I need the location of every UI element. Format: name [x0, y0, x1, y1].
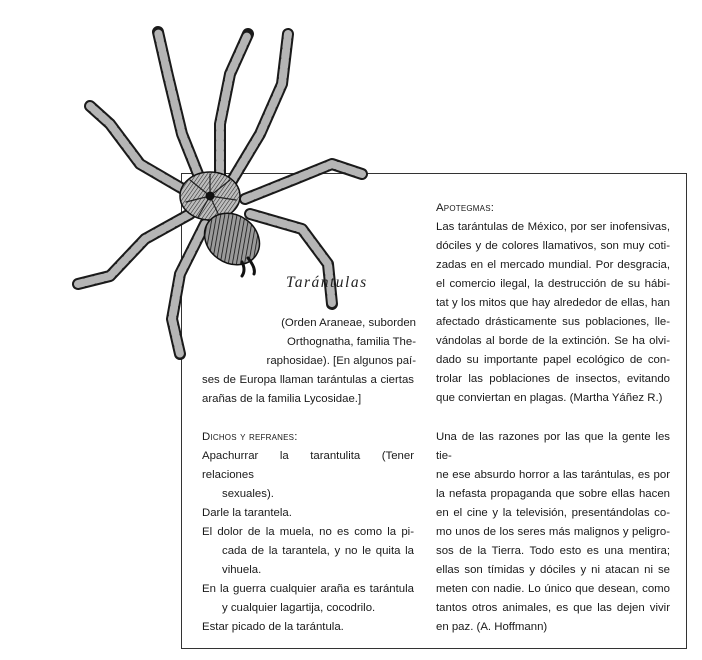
razones-line: en el cine y la televisión, presentándolas co- — [436, 507, 670, 519]
apotegmas-line: dado su importante papel ecológico de con- — [436, 354, 670, 366]
dicho-line: y cualquier lagartija, cocodrilo. — [222, 602, 376, 614]
dichos-section — [202, 428, 414, 637]
apotegmas-line: que conviertan en plagas. (Martha Yáñez R.) — [436, 392, 663, 404]
dicho-line: Apachurrar la tarantulita (Tener relaciones — [202, 450, 414, 481]
apotegmas-line: Las tarántulas de México, por ser inofensivas, — [436, 221, 670, 233]
dicho-line: vihuela. — [222, 564, 262, 576]
apotegmas-section — [436, 199, 670, 408]
apotegmas-line: zadas en el mercado mundial. Por desgracia, — [436, 259, 670, 271]
dicho-line: Darle la tarantela. — [202, 507, 292, 519]
razones-paragraph — [436, 428, 670, 637]
razones-line: la nefasta propaganda que sobre ellas hacen — [436, 488, 670, 500]
taxonomy-paragraph — [250, 314, 416, 371]
dicho-line: sexuales). — [222, 488, 274, 500]
apotegmas-line: vándolas al borde de la extinción. Se ha olvi- — [436, 335, 670, 347]
dichos-heading: Dichos y refranes: — [202, 431, 298, 443]
razones-line: ellas son tímidas y dóciles y ni atacan ni se — [436, 564, 670, 576]
razones-line: Una de las razones por las que la gente les tie- — [436, 431, 670, 462]
dicho-line: El dolor de la muela, no es como la pi- — [202, 526, 414, 538]
razones-line: sos de la Tierra. Todo esto es una mentira; — [436, 545, 670, 557]
apotegmas-line: el comercio ilegal, la destrucción de su hábi- — [436, 278, 670, 290]
taxonomy-line: ses de Europa llaman tarántulas a ciertas — [202, 374, 414, 386]
razones-line: en paz. (A. Hoffmann) — [436, 621, 548, 633]
taxonomy-line: arañas de la familia Lycosidae.] — [202, 393, 362, 405]
apotegmas-heading: Apotegmas: — [436, 202, 495, 214]
dicho-line: En la guerra cualquier araña es tarántula — [202, 583, 414, 595]
dicho-line: cada de la tarantela, y no le quita la — [222, 545, 414, 557]
razones-line: ne ese absurdo horror a las tarántulas, es por — [436, 469, 670, 481]
taxonomy-line: Orthognatha, familia The- — [287, 336, 416, 348]
taxonomy-line: (Orden Araneae, suborden — [281, 317, 416, 329]
taxonomy-line: raphosidae). [En algunos paí- — [266, 355, 416, 367]
apotegmas-line: dóciles y de colores llamativos, son muy coti- — [436, 240, 670, 252]
razones-line: mo unos de los seres más malignos y peligro- — [436, 526, 670, 538]
razones-line: meten con nadie. Lo único que desean, como — [436, 583, 670, 595]
taxonomy-paragraph-continued — [202, 371, 414, 409]
apotegmas-line: afectado drásticamente sus poblaciones, lle- — [436, 316, 670, 328]
razones-line: tantos otros animales, es que las dejen vivir — [436, 602, 670, 614]
apotegmas-line: tat y los mitos que hay alrededor de ellas, han — [436, 297, 670, 309]
page-title: Tarántulas — [286, 274, 368, 291]
dicho-line: Estar picado de la tarántula. — [202, 621, 344, 633]
apotegmas-line: trolar las poblaciones de insectos, evitando — [436, 373, 670, 385]
